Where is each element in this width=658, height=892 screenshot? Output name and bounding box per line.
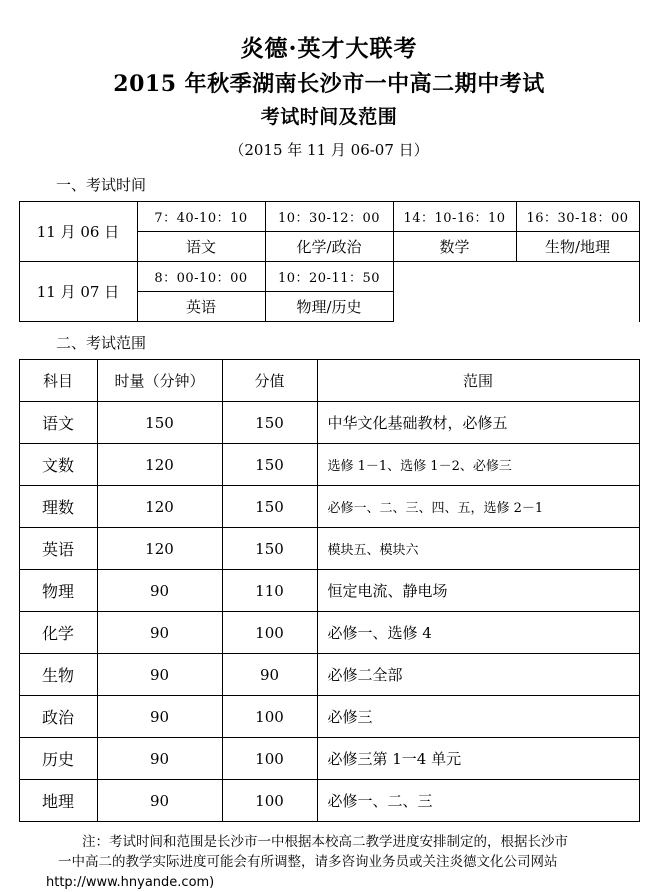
scope-duration: 120	[97, 444, 222, 486]
schedule-subject: 语文	[137, 232, 265, 262]
footnote-block	[28, 832, 630, 892]
column-header-subject: 科目	[19, 360, 97, 402]
schedule-date: 11 月 07 日	[19, 262, 137, 322]
scope-subject: 政治	[19, 696, 97, 738]
scope-range: 模块五、模块六	[317, 528, 639, 570]
section-heading-exam-scope: 二、考试范围	[56, 332, 640, 353]
scope-score: 100	[222, 780, 317, 822]
page-title-subject: 考试时间及范围	[18, 102, 640, 129]
schedule-time: 7：40-10：10	[137, 202, 265, 232]
scope-subject: 化学	[19, 612, 97, 654]
scope-score: 150	[222, 528, 317, 570]
scope-score: 90	[222, 654, 317, 696]
schedule-subject: 物理/历史	[265, 292, 393, 322]
table-row	[19, 570, 639, 612]
schedule-empty-cell	[393, 262, 516, 322]
scope-subject: 语文	[19, 402, 97, 444]
scope-range: 必修二全部	[317, 654, 639, 696]
scope-score: 100	[222, 696, 317, 738]
scope-duration: 120	[97, 528, 222, 570]
scope-subject: 物理	[19, 570, 97, 612]
scope-subject: 历史	[19, 738, 97, 780]
scope-range: 必修三第 1一4 单元	[317, 738, 639, 780]
table-row	[19, 696, 639, 738]
scope-duration: 90	[97, 654, 222, 696]
table-row	[19, 654, 639, 696]
footnote-line: 注：考试时间和范围是长沙市一中根据本校高二教学进度安排制定的，根据长沙市	[28, 832, 630, 852]
schedule-time: 16：30-18：00	[516, 202, 639, 232]
schedule-empty-cell	[516, 262, 639, 322]
table-row	[19, 444, 639, 486]
scope-duration: 90	[97, 696, 222, 738]
scope-range: 必修一、二、三	[317, 780, 639, 822]
scope-range: 中华文化基础教材，必修五	[317, 402, 639, 444]
column-header-score: 分值	[222, 360, 317, 402]
table-row	[19, 202, 639, 232]
schedule-subject: 数学	[393, 232, 516, 262]
scope-duration: 150	[97, 402, 222, 444]
schedule-time: 8：00-10：00	[137, 262, 265, 292]
scope-range: 选修 1－1、选修 1－2、必修三	[317, 444, 639, 486]
scope-subject: 英语	[19, 528, 97, 570]
column-header-range: 范围	[317, 360, 639, 402]
schedule-time: 10：20-11：50	[265, 262, 393, 292]
column-header-duration: 时量（分钟）	[97, 360, 222, 402]
scope-subject: 地理	[19, 780, 97, 822]
scope-duration: 90	[97, 738, 222, 780]
scope-score: 150	[222, 402, 317, 444]
page-title-main: 炎德·英才大联考	[18, 30, 640, 63]
schedule-subject: 生物/地理	[516, 232, 639, 262]
schedule-time: 14：10-16：10	[393, 202, 516, 232]
scope-range: 必修一、选修 4	[317, 612, 639, 654]
scope-range: 必修一、二、三、四、五，选修 2－1	[317, 486, 639, 528]
scope-score: 100	[222, 612, 317, 654]
table-row	[19, 612, 639, 654]
table-row	[19, 262, 639, 292]
scope-subject: 理数	[19, 486, 97, 528]
schedule-subject: 化学/政治	[265, 232, 393, 262]
scope-score: 110	[222, 570, 317, 612]
schedule-date: 11 月 06 日	[19, 202, 137, 262]
page-title-exam: 2015 年秋季湖南长沙市一中高二期中考试	[18, 67, 640, 98]
page-subtitle-date: （2015 年 11 月 06-07 日）	[18, 139, 640, 160]
scope-range: 恒定电流、静电场	[317, 570, 639, 612]
scope-duration: 90	[97, 780, 222, 822]
table-row	[19, 528, 639, 570]
schedule-subject: 英语	[137, 292, 265, 322]
footnote-line: 一中高二的教学实际进度可能会有所调整，请多咨询业务员或关注炎德文化公司网站	[28, 852, 630, 872]
footnote-website: http://www.hnyande.com)	[28, 873, 630, 892]
scope-score: 150	[222, 444, 317, 486]
scope-score: 150	[222, 486, 317, 528]
table-row	[19, 738, 639, 780]
table-row	[19, 780, 639, 822]
scope-subject: 文数	[19, 444, 97, 486]
table-header-row	[19, 360, 639, 402]
section-heading-exam-time: 一、考试时间	[56, 174, 640, 195]
scope-duration: 90	[97, 570, 222, 612]
schedule-time: 10：30-12：00	[265, 202, 393, 232]
scope-duration: 120	[97, 486, 222, 528]
table-row	[19, 402, 639, 444]
table-row	[19, 486, 639, 528]
exam-scope-table	[19, 359, 640, 822]
scope-subject: 生物	[19, 654, 97, 696]
exam-schedule-table	[19, 201, 640, 322]
scope-range: 必修三	[317, 696, 639, 738]
scope-duration: 90	[97, 612, 222, 654]
scope-score: 100	[222, 738, 317, 780]
